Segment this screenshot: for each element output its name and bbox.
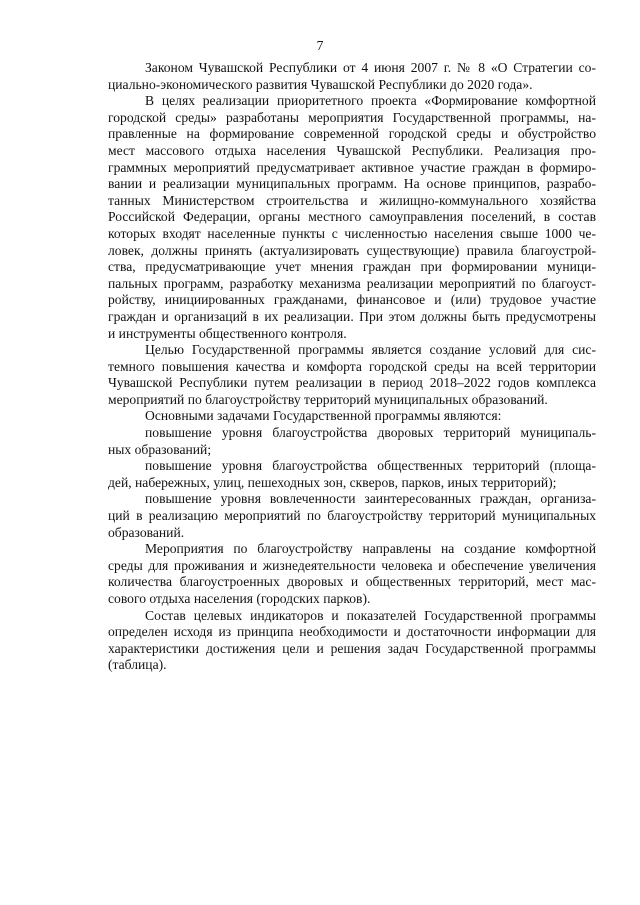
paragraph [108,93,596,342]
text-line: Мероприятия по благоустройству направлены на создание комфортной [145,541,596,557]
text-line: Законом Чувашской Республики от 4 июня 2007 г. № 8 «О Стратегии со- [145,60,596,75]
text-line: циально-экономического развития Чувашской Республики до 2020 года». [108,76,533,92]
text-line: количества благоустроенных дворовых и общественных территорий, мест мас- [108,574,596,590]
paragraph [108,408,596,425]
paragraph [108,491,596,541]
text-line: мероприятий по благоустройству территорий муниципальных образований. [108,391,548,407]
text-line: ройству, инициированных гражданами, финансовое и (или) трудовое участие [108,292,596,308]
text-line: определен исходя из принципа необходимости и достаточности информации для [108,624,596,640]
text-line: ций в реализацию мероприятий по благоустройству территорий муниципальных [108,508,596,524]
text-line: которых входят населенные пункты с численностью населения свыше 1000 че- [108,225,596,241]
paragraph [108,425,596,458]
text-line: характеристики достижения цели и решения задач Государственной программы [108,640,596,656]
text-line: мест массового отдыха населения Чувашской Республики. Реализация про- [108,142,596,158]
text-line: Состав целевых индикаторов и показателей Государственной программы [145,607,596,623]
text-line: (таблица). [108,657,167,673]
text-line: танных Министерством строительства и жилищно-коммунального хозяйства [108,192,596,208]
text-line: Основными задачами Государственной программы являются: [145,408,502,424]
text-line: В целях реализации приоритетного проекта «Формирование комфортной [145,93,596,109]
text-line: Целью Государственной программы является создание условий для сис- [145,342,596,358]
text-line: образований. [108,524,185,540]
paragraph [108,342,596,408]
paragraph [108,60,596,93]
text-line: граждан и организаций в их реализации. При этом должны быть предусмотрены [108,308,596,324]
page-number: 7 [316,38,324,53]
text-line: и инструменты общественного контроля. [108,325,347,341]
text-line: повышение уровня вовлеченности заинтересованных граждан, организа- [145,491,596,507]
text-line: сового отдыха населения (городских парков). [108,591,371,606]
paragraph [108,458,596,491]
text-line: Чувашской Республики путем реализации в период 2018–2022 годов комплекса [108,375,596,391]
text-line: среды для проживания и жизнедеятельности человека и обеспечение увеличения [108,557,596,573]
text-line: ства, предусматривающие учет мнения граждан при формировании муници- [108,259,596,275]
text-line: ловек, должны принять (актуализировать существующие) правила благоустрой- [108,242,596,258]
text-line: пальных программ, разработку механизма реализации мероприятий по благоуст- [108,275,596,291]
text-line: темного повышения качества и комфорта городской среды на всей территории [108,358,596,374]
text-line: дей, набережных, улиц, пешеходных зон, скверов, парков, иных территорий); [108,474,557,490]
text-line: правленные на формирование современной городской среды и обустройство [108,126,596,142]
document-body [108,60,596,674]
text-line: повышение уровня благоустройства общественных территорий (площа- [145,458,596,474]
paragraph [108,541,596,607]
paragraph [108,608,596,674]
text-line: Российской Федерации, органы местного самоуправления поселений, в состав [108,209,596,225]
text-line: городской среды» разработаны мероприятия Государственной программы, на- [108,109,596,125]
text-line: вании и реализации муниципальных программ. На основе принципов, разрабо- [108,176,596,192]
text-line: граммных мероприятий предусматривает активное участие граждан в формиро- [108,159,596,175]
text-line: ных образований; [108,441,212,457]
text-line: повышение уровня благоустройства дворовых территорий муниципаль- [145,425,596,441]
